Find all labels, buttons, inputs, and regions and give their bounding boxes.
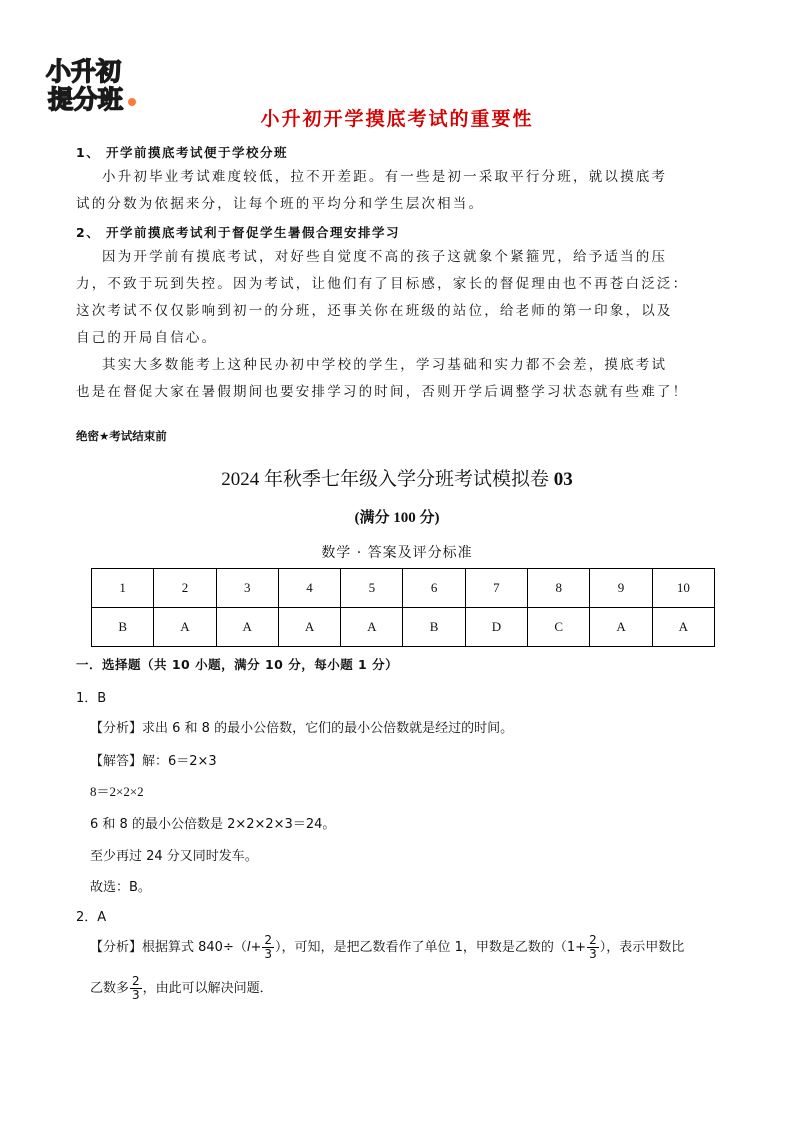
table-cell: 7 <box>465 569 527 608</box>
table-cell: A <box>590 608 652 647</box>
fraction: $\frac{2}{3}$ <box>264 933 272 961</box>
answer-table-number-row <box>92 569 715 608</box>
table-cell: 4 <box>278 569 340 608</box>
answer-table <box>91 568 715 647</box>
table-cell: 2 <box>154 569 216 608</box>
secret-label: 绝密★考试结束前 <box>76 429 167 443</box>
table-cell: A <box>341 608 403 647</box>
table-cell: 9 <box>590 569 652 608</box>
fraction: $\frac{2}{3}$ <box>132 974 140 1002</box>
promo-paragraph-1: 小升初毕业考试难度较低，拉不开差距。有一些是初一采取平行分班，就以摸底考 试的分数为依据来分，让每个班的平均分和学生层次相当。 <box>76 169 668 212</box>
table-cell: B <box>403 608 465 647</box>
svg-text:提分班: 提分班 <box>48 85 124 114</box>
svg-text:小升初: 小升初 <box>46 57 122 86</box>
question-1-step: 至少再过 24 分又同时发车。 <box>90 849 258 864</box>
question-1-step: 8＝2×2×2 <box>90 784 144 799</box>
table-cell: B <box>92 608 154 647</box>
question-1-solution: 【解答】解：6＝2×3 <box>90 754 217 769</box>
question-1-choice: 故选：B。 <box>90 880 151 895</box>
promo-paragraph-2: 因为开学前有摸底考试，对好些自觉度不高的孩子这就象个紧箍咒，给予适当的压 力，不致于玩到失控。因为考试，让他们有了目标感，家长的督促理由也不再苍白泛泛： 这次考试不仅仅影响到初一的分班，还事关你在班级的站位，给老师的第一印象，以及 自己的开局自信心。 <box>76 249 689 346</box>
question-1-analysis: 【分析】求出 6 和 8 的最小公倍数，它们的最小公倍数就是经过的时间。 <box>90 721 514 736</box>
promo-heading-1: 1、 开学前摸底考试便于学校分班 <box>76 145 289 160</box>
table-cell: 8 <box>528 569 590 608</box>
table-cell: 6 <box>403 569 465 608</box>
table-cell: D <box>465 608 527 647</box>
answer-table-answer-row <box>92 608 715 647</box>
table-cell: A <box>154 608 216 647</box>
section-heading: 一．选择题（共 10 小题，满分 10 分，每小题 1 分） <box>76 657 399 672</box>
fraction: $\frac{2}{3}$ <box>589 933 597 961</box>
promo-title: 小升初开学摸底考试的重要性 <box>260 108 534 130</box>
table-cell: 5 <box>341 569 403 608</box>
question-2-analysis-line2: 乙数多 $\frac{2}{3}$ ，由此可以解决问题． <box>90 974 273 1002</box>
table-cell: A <box>652 608 714 647</box>
table-cell: C <box>528 608 590 647</box>
question-1-label: 1．B <box>76 691 107 706</box>
subject-label: 数学 · 答案及评分标准 <box>321 545 473 561</box>
table-cell: 1 <box>92 569 154 608</box>
full-score: (满分 100 分) <box>354 510 440 526</box>
table-cell: A <box>216 608 278 647</box>
question-1-step: 6 和 8 的最小公倍数是 2×2×2×3＝24。 <box>90 817 336 832</box>
table-cell: A <box>278 608 340 647</box>
table-cell: 3 <box>216 569 278 608</box>
exam-title: 2024 年秋季七年级入学分班考试模拟卷 03 <box>221 469 573 490</box>
question-2-analysis: 【分析】根据算式 840÷（l+ $\frac{2}{3}$ ），可知，是把乙数看作了单位 1，甲数是乙数的（1+ $\frac{2}{3}$ ），表示甲数比 <box>90 933 685 961</box>
table-cell: 10 <box>652 569 714 608</box>
question-2-label: 2．A <box>76 910 107 925</box>
promo-paragraph-3: 其实大多数能考上这种民办初中学校的学生，学习基础和实力都不会差，摸底考试 也是在督促大家在暑假期间也要安排学习的时间，否则开学后调整学习状态就有些难了！ <box>76 357 689 400</box>
promo-heading-2: 2、 开学前摸底考试利于督促学生暑假合理安排学习 <box>76 225 401 240</box>
